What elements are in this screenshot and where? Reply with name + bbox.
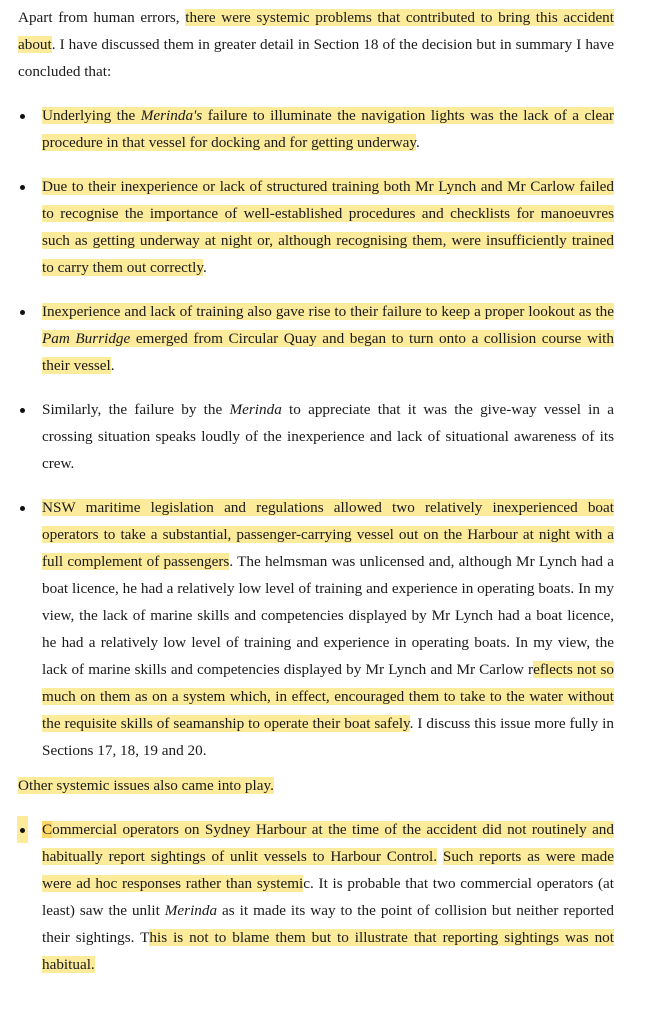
finding-item-5 <box>18 494 614 764</box>
vessel-name: Merinda <box>164 902 218 919</box>
other-issues-list <box>18 816 614 978</box>
issue-text-end: c <box>303 875 310 892</box>
issue-highlight: ommercial operators on Sydney Harbour at the time of the accident did not routinely and habitually report sightings of unlit vessels to Harbour Control. <box>42 821 614 865</box>
other-issues-highlight: Other systemic issues also came into play. <box>18 777 274 794</box>
other-issues-paragraph <box>18 770 614 799</box>
finding-item-1 <box>18 102 614 156</box>
issue-highlight-2: Such reports as were made were ad hoc responses rather than systemi <box>42 848 615 892</box>
vessel-name: Merinda's <box>140 107 203 124</box>
intro-highlight: there were systemic problems that contributed to bring this accident about <box>18 9 614 53</box>
bullet-icon <box>18 494 26 521</box>
finding-tail: . <box>202 259 207 276</box>
other-issue-item-1 <box>18 816 614 978</box>
finding-highlight: Underlying the <box>42 107 141 124</box>
finding-tail: . I discuss this issue more fully in Sections 17, 18, 19 and 20. <box>42 715 614 759</box>
finding-item-3 <box>18 298 614 379</box>
first-letter-highlight: C <box>42 821 53 838</box>
bullet-icon <box>18 396 26 423</box>
finding-item-4 <box>18 396 614 477</box>
vessel-name: Pam Burridge <box>42 330 131 347</box>
issue-text-cont: as it made its way to the point of collision but neither reported their sightings. T <box>42 902 614 946</box>
issue-text: . It is probable that two commercial operators (at least) saw the unlit <box>42 875 614 919</box>
finding-highlight-2: eflects not so much on them as on a system which, in effect, encouraged them to take to the water without the requisite skills of seamanship to operate their boat safely <box>42 661 615 732</box>
finding-item-2 <box>18 173 614 281</box>
finding-highlight: Due to their inexperience or lack of structured training both Mr Lynch and Mr Carlow failed to recognise the importance of well-established procedures and checklists for manoeuvres such as getting underway at night or, although recognising them, were insufficiently trained to carry them out correctly <box>42 178 614 276</box>
document-page <box>18 0 614 978</box>
intro-paragraph <box>18 2 614 85</box>
finding-highlight: NSW maritime legislation and regulations allowed two relatively inexperienced boat operators to take a substantial, passenger-carrying vessel out on the Harbour at night with a full complement of passengers <box>42 499 614 570</box>
finding-text: . The helmsman was unlicensed and, although Mr Lynch had a boat licence, he had a relatively low level of training and experience in operating boats. In my view, the lack of marine skills and competencies displayed by Mr Lynch had a boat licence, he had a relatively low level of training and experience in operating boats. In my view, the lack of marine skills and competencies displayed by Mr Lynch and Mr Carlow r <box>42 553 614 678</box>
finding-tail: . <box>415 134 420 151</box>
vessel-name: Merinda <box>229 401 282 418</box>
findings-list <box>18 102 614 764</box>
bullet-icon <box>18 298 26 325</box>
intro-text-cont: . I have discussed them in greater detail in Section 18 of the decision but in summary I have concluded that: <box>18 36 614 80</box>
finding-highlight-cont: failure to illuminate the navigation lights was the lack of a clear procedure in that vessel for docking and for getting underway <box>42 107 614 151</box>
finding-highlight: Inexperience and lack of training also gave rise to their failure to keep a proper lookout as the <box>42 303 614 320</box>
bullet-icon <box>18 102 26 129</box>
finding-text-cont: to appreciate that it was the give-way vessel in a crossing situation speaks loudly of the inexperience and lack of situational awareness of its crew. <box>42 401 614 472</box>
bullet-icon <box>18 173 26 200</box>
finding-highlight-cont: emerged from Circular Quay and began to turn onto a collision course with their vessel <box>42 330 614 374</box>
finding-text: Similarly, the failure by the <box>42 401 230 418</box>
intro-text: Apart from human errors, <box>18 9 186 26</box>
issue-highlight-3: his is not to blame them but to illustrate that reporting sightings was not habitual. <box>42 929 614 973</box>
bullet-icon <box>17 816 28 843</box>
finding-tail: . <box>110 357 115 374</box>
